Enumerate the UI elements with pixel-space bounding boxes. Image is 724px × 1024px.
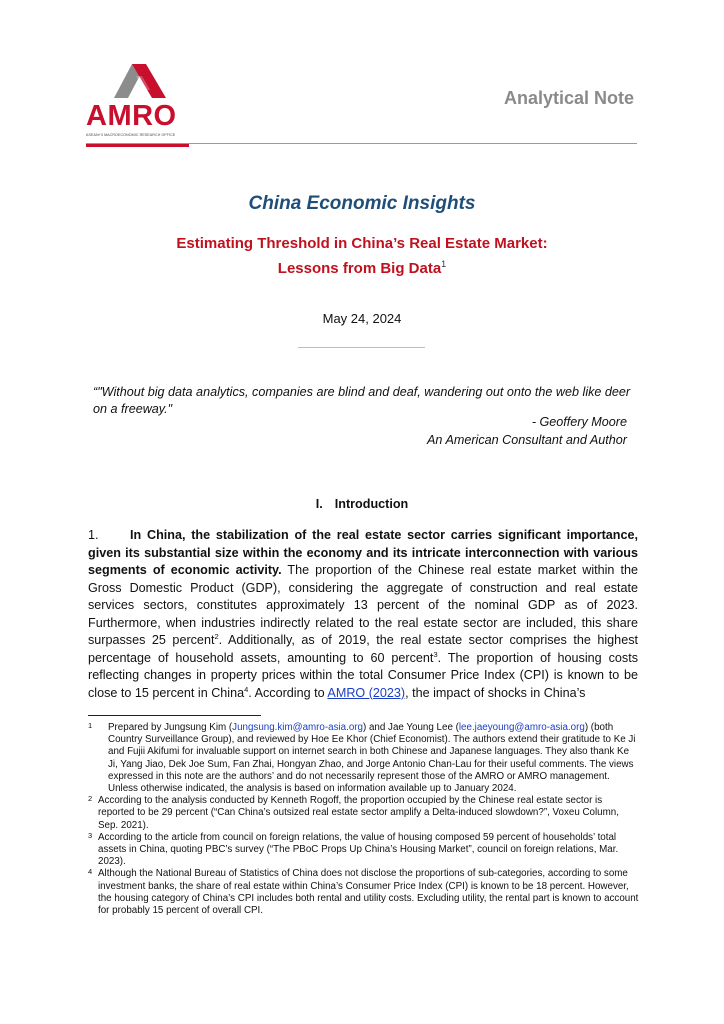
section-number: I. [315,497,323,511]
footnote-divider [88,715,261,716]
header-divider [86,143,637,144]
footnote-3-number: 3 [88,830,93,840]
quote-author: - Geoffery Moore [531,415,627,429]
footnote-2-text: According to the analysis conducted by Kenneth Rogoff, the proportion occupied by the Chinese real estate sector is reported to be 29 percent (“Can China’s outsized real estate sector amplify a Delta-induced slowdown?”, Voxeu Column, Sep. 2021). [98,795,619,831]
footnote-1 [88,722,640,795]
publication-date: May 24, 2024 [322,311,402,326]
paragraph-text-e: , the impact of shocks in China’s [405,685,586,700]
email-link-jungsung[interactable]: Jungsung.kim@amro-asia.org [232,722,363,733]
footnote-ref-4[interactable]: 4 [244,684,249,694]
footnote-2-number: 2 [88,794,93,804]
paragraph-text-d: . According to [248,685,328,700]
logo-wordmark: AMRO [86,100,177,132]
footnote-1-text-c: ) (both Country Surveillance Group), and reviewed by Hoe Ee Khor (Chief Economist). The authors extend their gratitude to Ke Ji and Fujii Akifumi for invaluable support on internet search in both Chinese and Japanese languages. They also thank Ke Ji, Yang Jiao, Dek Joe Sum, Fan Zhai, Hongyan Zhao, and Jorge Antonio Chan-Lau for their useful comments. The views expressed in this note are the authors’ and do not necessarily represent those of the AMRO or AMRO management. Unless otherwise indicated, the analysis is based on information available up to January 2024. [108,722,636,795]
footnote-3-text: According to the article from council on foreign relations, the value of housing composed 59 percent of households’ total assets in China, quoting PBC’s survey (“The PBoC Props Up China’s Housing Market”, council on foreign relations, Mar. 2023). [98,831,619,868]
footnote-4-text: Although the National Bureau of Statistics of China does not disclose the proportions of sub-categories, according to some investment banks, the share of real estate within China’s Consumer Price Index (CPI) is known to be 18 percent. However, the housing category of China’s CPI includes both rental and utility costs. Excluding utility, the rental part is known to account for probably 15 percent of overall CPI. [98,868,639,917]
epigraph-quote: “"Without big data analytics, companies are blind and deaf, wandering out onto the web like deer on a freeway." [93,385,631,416]
series-title: China Economic Insights [248,193,476,214]
amro-2023-link[interactable]: AMRO (2023) [327,685,406,700]
main-title-line1: Estimating Threshold in China’s Real Estate Market: [176,235,548,252]
amro-logo [86,60,196,150]
paragraph-text-a: The proportion of the Chinese real estate market within the Gross Domestic Product (GDP), considering the aggregate of construction and real estate services sectors, constitutes approximately 13 percent of the nominal GDP as of 2023. Furthermore, when industries indirectly related to the real estate sector are included, this share surpasses 25 percent [88,563,638,647]
amro-logo-mark [106,60,176,100]
paragraph-bold-lead: In China, the stabilization of the real estate sector carries significant importance, given its substantial size within the economy and its intricate interconnection with various segments of economic activity. [88,528,638,577]
email-link-jaeyoung[interactable]: lee.jaeyoung@amro-asia.org [458,722,585,733]
footnote-1-text-b: ) and Jae Young Lee ( [363,722,459,733]
paragraph-number: 1. [88,528,99,542]
footnote-ref-1[interactable]: 1 [441,259,447,269]
paragraph-1 [88,527,638,702]
footnote-1-text-a: Prepared by Jungsung Kim ( [108,722,233,733]
logo-subtitle: ASEAN+3 MACROECONOMIC RESEARCH OFFICE [86,133,176,137]
footnote-3 [88,832,640,869]
main-title-line2-wrap [0,254,724,279]
footnote-ref-3[interactable]: 3 [433,649,438,659]
date-divider [298,347,425,348]
footnote-2 [88,795,640,832]
paragraph-text-b: . Additionally, as of 2019, the real estate sector comprises the highest percentage of household assets, amounting to 60 percent [88,633,638,665]
main-title [0,234,724,279]
section-heading [0,497,724,511]
document-type-label: Analytical Note [503,88,634,108]
footnote-ref-2[interactable]: 2 [214,632,219,641]
paragraph-text-c: . The proportion of housing costs reflecting changes in property prices within the total Consumer Price Index (CPI) is known to be close to 15 percent in China [88,650,638,700]
logo-underline [86,144,189,147]
section-title: Introduction [334,497,409,511]
quote-author-role: An American Consultant and Author [427,433,627,447]
footnotes [88,722,640,917]
footnote-4 [88,868,640,917]
footnote-1-number: 1 [88,721,93,730]
footnote-4-number: 4 [88,867,93,877]
main-title-line2: Lessons from Big Data [277,260,442,277]
